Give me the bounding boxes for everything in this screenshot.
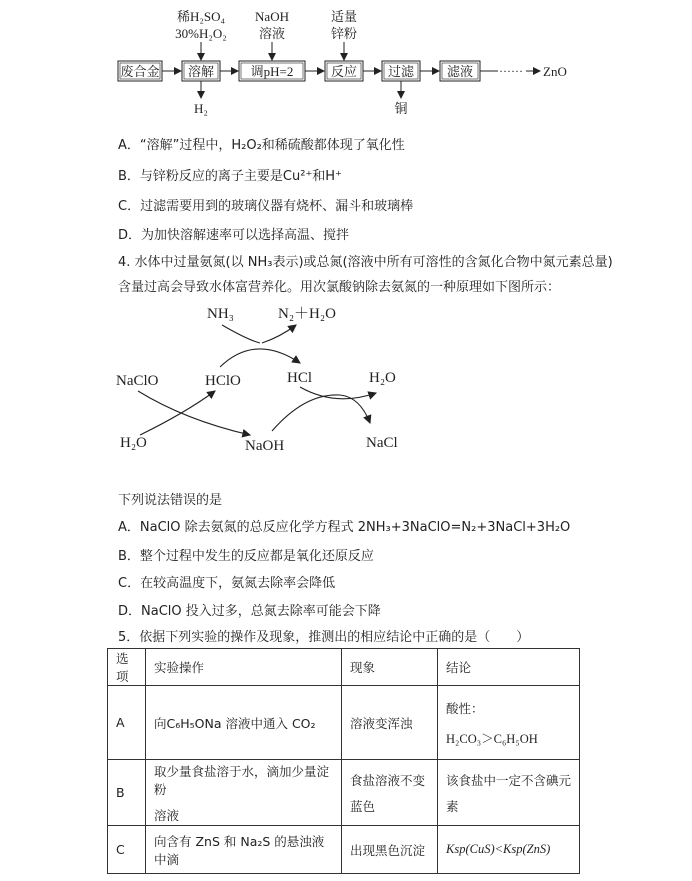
svg-text:溶解: 溶解 [187,64,215,79]
row-a-conclusion-line2: H₂CO₃＞C₆H₅OH [446,731,538,746]
q4-option-c: C．在较高温度下，氨氮去除率会降低 [118,576,336,591]
byproduct-cu: 铜 [394,101,408,116]
label-hclo: HClO [205,373,241,389]
process-flow-chart [0,0,692,125]
q4-option-a: A．NaClO 除去氨氮的总反应化学方程式 2NH₃+3NaClO=N₂+3NaCl+3H₂O [118,520,571,535]
row-c-option: C [108,826,146,874]
row-b-option: B [108,760,146,826]
row-b-phenomenon [342,760,438,826]
row-b-conclusion [438,760,580,826]
q4-option-b: B．整个过程中发生的反应都是氧化还原反应 [118,549,374,564]
q4-stem-line2: 含量过高会导致水体富营养化。用次氯酸钠除去氨氮的一种原理如下图所示： [118,280,561,295]
reagent3-line1: 适量 [330,9,358,24]
label-h2o-bottom: H₂O [120,435,147,451]
label-naoh: NaOH [245,438,285,454]
table-row [108,686,580,760]
label-h2o-top: H₂O [369,370,396,386]
row-c-conclusion: Ksp(CuS)<Ksp(ZnS) [438,826,580,874]
row-b-phenomenon-line2: 蓝色 [350,798,376,814]
q3-option-a: A．“溶解”过程中，H₂O₂和稀硫酸都体现了氧化性 [118,138,405,153]
row-c-phenomenon: 出现黑色沉淀 [342,826,438,874]
box-dissolve [182,61,220,81]
svg-text:过滤: 过滤 [387,64,415,79]
reagent2-line2: 溶液 [258,26,286,41]
q3-option-c: C．过滤需要用到的玻璃仪器有烧杯、漏斗和玻璃棒 [118,199,414,214]
header-operation: 实验操作 [146,649,342,686]
row-b-conclusion-line1: 该食盐中一定不含碘元 [446,772,572,788]
reagent3-line2: 锌粉 [330,26,358,41]
q5-stem: 5．依据下列实验的操作及现象，推测出的相应结论中正确的是（ ） [118,630,530,645]
q4-ask: 下列说法错误的是 [118,493,223,508]
table-row [108,760,580,826]
row-a-operation: 向C₆H₅ONa 溶液中通入 CO₂ [146,686,342,760]
table-header-row [108,649,580,686]
flow-dots: ······ [499,64,523,78]
row-c-operation: 向含有 ZnS 和 Na₂S 的悬浊液中滴 [146,826,342,874]
row-b-operation-line2: 溶液 [154,807,180,823]
row-b-operation [146,760,342,826]
header-option: 选项 [108,649,146,686]
product-zno: ZnO [543,64,567,79]
header-conclusion: 结论 [438,649,580,686]
reagent1-line2: 30%H₂O₂ [175,26,227,41]
box-react [325,61,363,81]
row-b-operation-line1: 取少量食盐溶于水，滴加少量淀粉 [154,763,330,797]
byproduct-h2: H₂ [194,101,208,116]
hypochlorite-reaction-diagram [0,295,692,465]
q4-option-d: D．NaClO 投入过多，总氮去除率可能会下降 [118,604,381,619]
label-n2-h2o: N₂＋H₂O [278,306,336,322]
row-b-conclusion-line2: 素 [446,798,459,814]
q4-stem-line1: 4. 水体中过量氨氮(以 NH₃表示)或总氮(溶液中所有可溶性的含氮化合物中氮元素总量) [118,255,613,270]
svg-text:调pH=2: 调pH=2 [250,64,294,79]
label-hcl: HCl [287,370,313,386]
svg-text:废合金: 废合金 [120,64,160,79]
svg-text:滤液: 滤液 [446,64,474,79]
q3-option-b: B．与锌粉反应的离子主要是Cu²⁺和H⁺ [118,169,342,184]
q3-option-d: D．为加快溶解速率可以选择高温、搅拌 [118,228,350,243]
row-a-conclusion [438,686,580,760]
header-phenomenon: 现象 [342,649,438,686]
label-naclo: NaClO [116,373,159,389]
reagent2-line1: NaOH [255,9,289,24]
row-b-phenomenon-line1: 食盐溶液不变 [350,772,426,788]
label-nh3: NH₃ [207,306,234,322]
row-a-option: A [108,686,146,760]
row-a-conclusion-line1: 酸性： [446,700,484,716]
box-filtrate [440,61,480,81]
label-nacl: NaCl [366,435,398,451]
box-alloy [118,61,162,81]
row-a-phenomenon: 溶液变浑浊 [342,686,438,760]
box-adjust-ph [239,61,305,81]
table-row [108,826,580,874]
svg-text:反应: 反应 [330,64,358,79]
box-filter [382,61,420,81]
reagent1-line1: 稀H₂SO₄ [176,9,226,24]
q5-table [107,648,580,874]
